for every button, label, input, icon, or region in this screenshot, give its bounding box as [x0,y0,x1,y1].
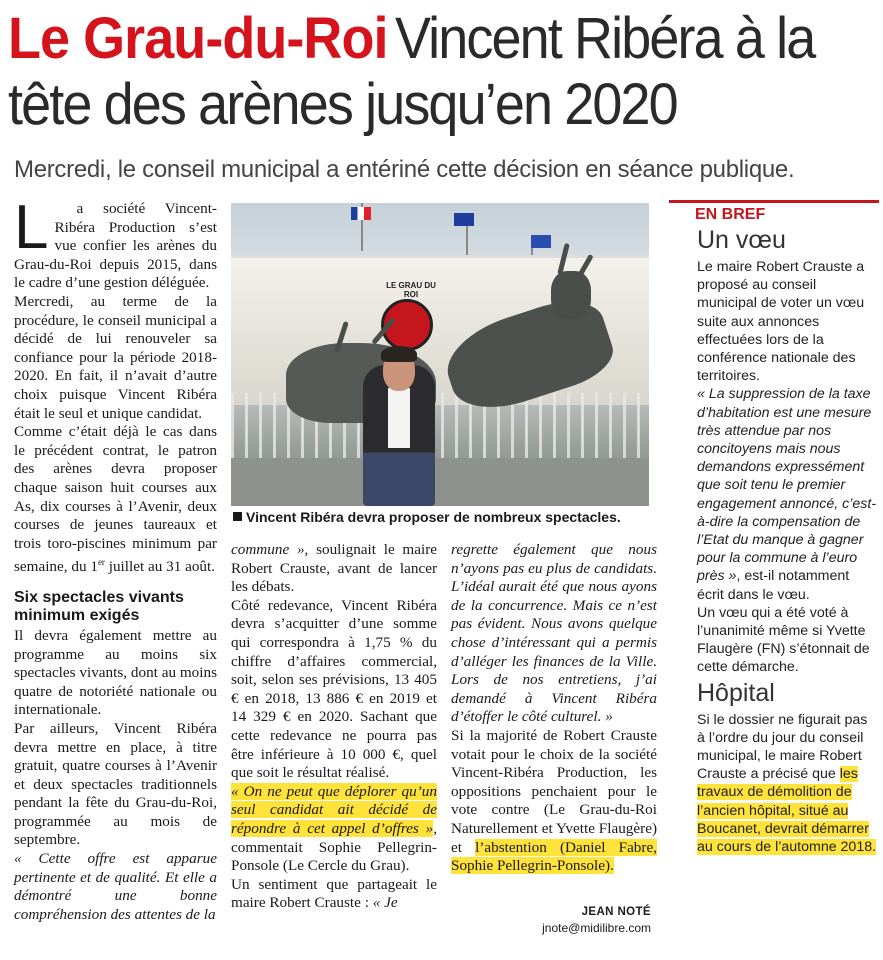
paragraph: Il devra également mettre au programme au moins six spectacles vivants, dont au moins quatre de notoriété nationale ou internationale. [14,626,217,719]
highlighted-text: l’abstention (Daniel Fabre, Sophie Pellegrin-Ponsole). [451,838,658,875]
sidebar-paragraph [697,711,879,857]
en-bref-sidebar [669,200,879,856]
french-flag-icon [351,207,371,220]
ground [231,458,649,506]
paragraph [451,727,657,876]
quote-fragment: « Je [372,894,398,912]
quote-paragraph: « Cette offre est apparue pertinente et de qualité. Et elle a démontré une bonne compréhension des attentes de la [14,850,217,923]
photo-caption [231,509,649,525]
article-column-3 [451,541,657,876]
sidebar-highlighted-text: les travaux de démolition de l’ancien hôpital, situé au Boucanet, devrait démarrer au cours de l’automne 2018. [697,766,877,856]
person-hair [381,346,417,362]
paragraph-text: Si la majorité de Robert Crauste votait pour le choix de la société Vincent-Ribéra Production, les oppositions penchaient pour le vote contre (Le Grau-du-Roi Naturellement et Yvette Flaugère) et [451,726,657,856]
subheadline: Mercredi, le conseil municipal a entériné cette décision en séance publique. [14,156,795,183]
sidebar-paragraph: Un vœu qui a été voté à l’unanimité même si Yvette Flaugère (FN) s’étonnait de cette démarche. [697,604,870,676]
caption-text: Vincent Ribéra devra proposer de nombreux spectacles. [246,509,621,525]
blue-flag-icon [531,235,551,248]
sidebar-label: EN BREF [669,200,879,224]
paragraph [231,541,437,597]
paragraph [231,876,437,913]
article-photo [231,203,649,506]
paragraph-text: Un sentiment que partageait le maire Robert Crauste : [231,875,437,912]
highlighted-quote: « On ne peut que déplorer qu’un seul candidat ait décidé de répondre à cet appel d’offres » [231,782,437,837]
paragraph: Côté redevance, Vincent Ribéra devra s’acquitter d’une somme qui correspondra à 1,75 % du chiffre d’affaires commercial, soit, selon ses prévisions, 13 405 € en 2018, 13 886 € en 2019 et 14 329 € en 2020. Sachant que cette redevance ne pourra pas être inférieure à 10 000 €, quel que soit le résultat réalisé. [231,596,437,782]
caption-bullet-icon [233,512,242,521]
drop-cap: L [14,193,49,262]
sidebar-paragraph: Le maire Robert Crauste a proposé au conseil municipal de voter un vœu suite aux annonces effectuées lors de la conférence nationale des territoires. [697,259,865,385]
quote-paragraph: regrette également que nous n’ayons pas eu plus de candidats. L’idéal aurait été que nous ayons de la concurrence. Mais ce n’est pas évident. Nous avons quelque chose d’intéressant qui a permis d’alléger les finances de la Ville. Lors de nos entretiens, j’ai demandé à Vincent Ribéra d’étoffer le côté culturel. » [451,541,657,726]
author-name: JEAN NOTÉ [581,906,651,918]
paragraph: a société Vincent-Ribéra Production s’est vue confier les arènes du Grau-du-Roi depuis 2015, dans le cadre d’une gestion déléguée. [14,200,217,292]
quote-fragment: commune » [231,541,305,558]
author-signature [451,906,651,935]
paragraph [231,783,437,876]
sidebar-text [669,258,879,677]
headline [8,6,817,138]
paragraph: Par ailleurs, Vincent Ribéra devra mettre en place, à titre gratuit, quatre courses à l’Avenir et deux spectacles traditionnels pendant la fête du Grau-du-Roi, programmée au mois de septembre. [14,719,217,849]
paragraph [14,423,217,577]
article-column-1 [14,193,217,924]
paragraph-text: , soulignait le maire Robert Crauste, avant de lancer les débats. [231,541,438,596]
paragraph-text: juillet au 31 août. [104,558,216,576]
paragraph: Mercredi, au terme de la procédure, le conseil municipal a décidé de lui renouveler sa confiance pour la période 2018-2020. En fait, il n’avait d’autre choix puisque Vincent Ribéra était le seul et unique candidat. [14,292,217,422]
author-email: jnote@midilibre.com [542,921,651,935]
sidebar-text [669,711,879,857]
arena-sign: LE GRAU DU ROI [386,281,436,299]
eu-flag-icon [454,213,474,226]
sidebar-paragraph [697,385,879,603]
sidebar-paragraph-text: Si le dossier ne figurait pas à l’ordre du jour du conseil municipal, le maire Robert Crauste a précisé que [697,711,868,783]
headline-title: Vincent Ribéra à la tête des arènes jusqu’en 2020 [8,6,815,137]
headline-place: Le Grau-du-Roi [8,6,388,71]
bull-head [551,271,591,319]
sidebar-paragraph-text: , est-il notamment écrit dans le vœu. [697,568,850,603]
section-subtitle: Six spectacles vivants minimum exigés [14,588,184,624]
ordinal-superscript: er [97,557,105,568]
person-shirt [388,388,410,448]
sidebar-title-hopital: Hôpital [697,678,775,707]
paragraph-text: Comme c’était déjà le cas dans le précédent contrat, le patron des arènes devra proposer chaque saison huit courses aux As, dix courses à l’Avenir, deux courses de jeunes taureaux et trois toro-piscines minimum par semaine, du 1 [14,423,217,576]
article-column-2 [231,541,437,913]
paragraph-text: , commentait Sophie Pellegrin-Ponsole (Le Cercle du Grau). [231,819,437,875]
sidebar-quote: « La suppression de la taxe d’habitation est une mesure très attendue par nos concitoyens mais nous demandons expressément que soit tenu le premier engagement annoncé, c’est-à-dire la compensation de l’Etat du manque à gagner pour la commune à l’euro près » [697,386,877,585]
sidebar-title-voeu: Un vœu [697,226,786,254]
